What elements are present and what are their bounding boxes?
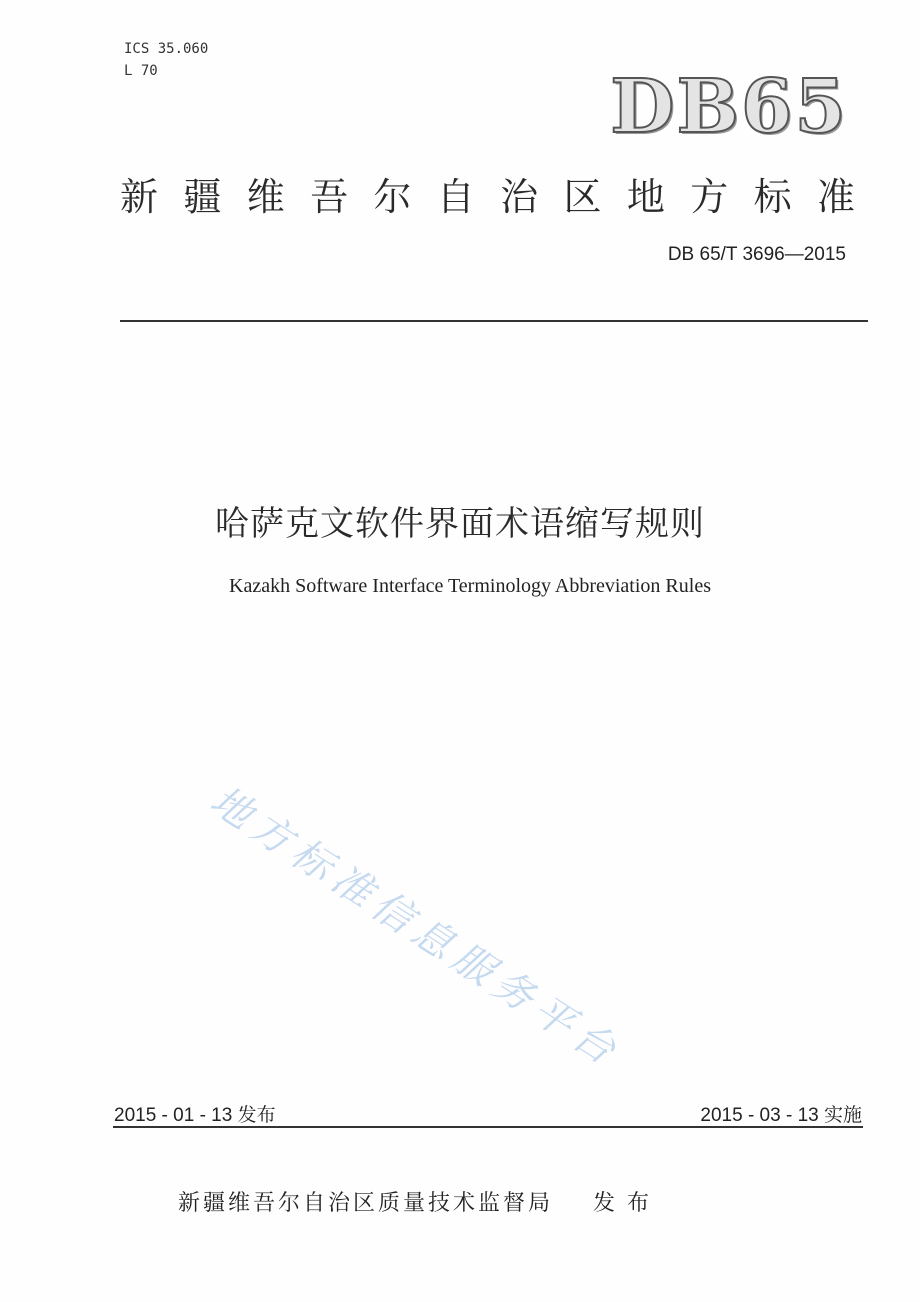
top-divider <box>120 320 868 322</box>
region-char: 疆 <box>183 175 222 219</box>
region-char: 吾 <box>310 175 349 219</box>
region-standard-heading <box>120 166 855 221</box>
issue-date: 2015 - 01 - 13 发布 <box>114 1105 276 1126</box>
region-char: 地 <box>626 175 665 219</box>
region-char: 维 <box>246 175 285 219</box>
region-char: 方 <box>690 175 729 219</box>
publish-label: 发布 <box>593 1191 662 1216</box>
region-char: 标 <box>753 175 792 219</box>
region-char: 治 <box>500 175 539 219</box>
ccs-code: L 70 <box>124 63 158 79</box>
region-char: 区 <box>563 175 602 219</box>
issuer-name: 新疆维吾尔自治区质量技术监督局 <box>178 1191 554 1216</box>
region-char: 自 <box>436 175 475 219</box>
region-char: 尔 <box>373 175 412 219</box>
region-char: 准 <box>816 175 855 219</box>
implementation-date: 2015 - 03 - 13 实施 <box>700 1105 862 1126</box>
bottom-divider <box>113 1126 863 1128</box>
db65-logo: DB65 <box>610 64 848 150</box>
ics-code: ICS 35.060 <box>124 41 209 57</box>
english-title: Kazakh Software Interface Terminology Abbreviation Rules <box>229 575 711 597</box>
classification-codes <box>124 38 208 82</box>
region-char: 新 <box>120 175 159 219</box>
chinese-title: 哈萨克文软件界面术语缩写规则 <box>215 504 705 544</box>
standard-number: DB 65/T 3696—2015 <box>667 244 846 265</box>
watermark-text: 地方标准信息服务平台 <box>202 777 630 1078</box>
issuing-authority <box>178 1186 661 1217</box>
